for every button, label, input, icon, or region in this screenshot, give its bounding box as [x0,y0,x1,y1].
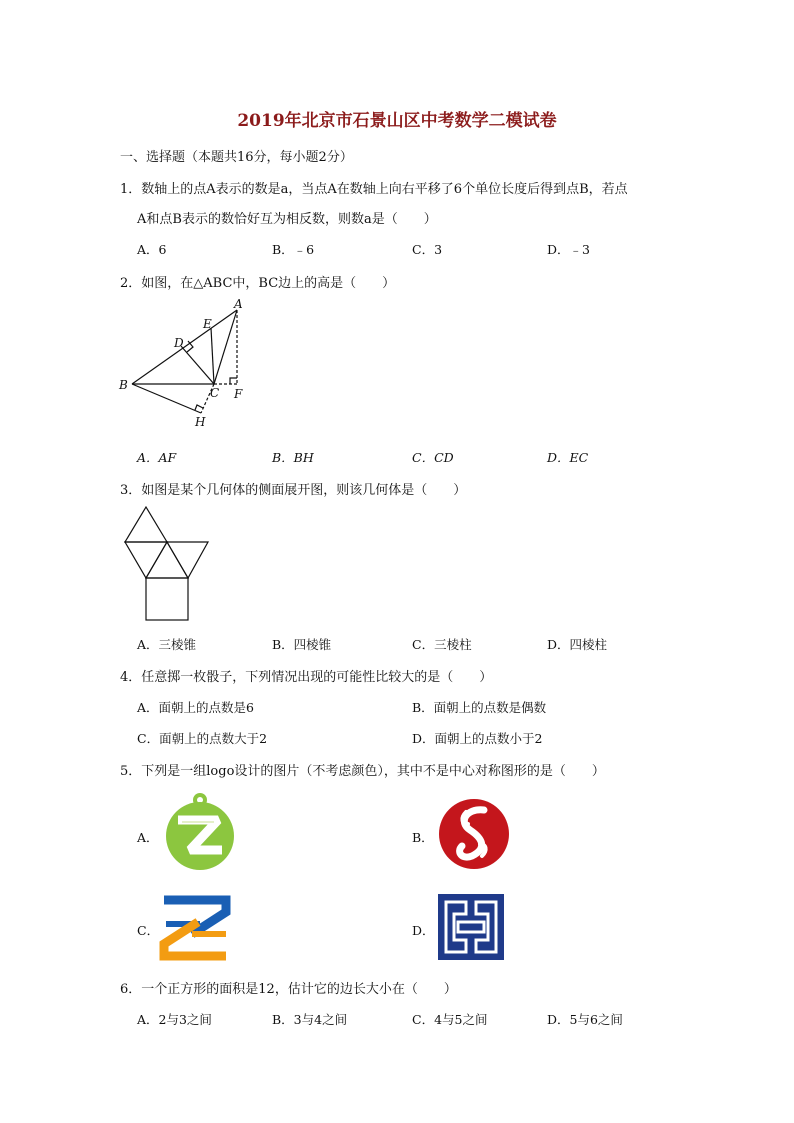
q5-option-a: A． [137,830,159,845]
q5-option-b: B． [412,830,434,845]
q1-option-d: D．﹣3 [547,242,590,257]
q3-stem: 3．如图是某个几何体的侧面展开图，则该几何体是（ ） [120,483,467,498]
q6-stem: 6．一个正方形的面积是12，估计它的边长大小在（ ） [120,982,457,997]
q4-option-d: D．面朝上的点数小于2 [412,731,543,746]
label-c: C [210,386,220,400]
q6-option-b: B．3与4之间 [272,1012,348,1027]
q4-option-a: A．面朝上的点数是6 [137,700,254,715]
q2-stem: 2．如图，在△ABC中，BC边上的高是（ ） [120,276,396,291]
section-heading: 一、选择题（本题共16分，每小题2分） [120,150,353,165]
logo-b-red-swirl [436,792,512,872]
q2-option-b: B．BH [272,450,314,465]
q6-option-c: C．4与5之间 [412,1012,488,1027]
q4-stem: 4．任意掷一枚骰子，下列情况出现的可能性比较大的是（ ） [120,670,493,685]
q3-option-a: A．三棱锥 [137,637,197,652]
label-f: F [234,387,243,401]
label-e: E [203,317,212,331]
q2-option-a: A．AF [137,450,177,465]
label-h: H [195,415,206,429]
triangle-figure [115,296,255,432]
logo-c-orange-blue [158,894,234,962]
label-a: A [234,297,243,311]
q1-option-a: A．6 [137,242,167,257]
q3-option-b: B．四棱锥 [272,637,332,652]
q3-option-d: D．四棱柱 [547,637,608,652]
q5-stem: 5．下列是一组logo设计的图片（不考虑颜色），其中不是中心对称图形的是（ ） [120,764,605,779]
q3-option-c: C．三棱柱 [412,637,472,652]
label-d: D [174,336,184,350]
q2-option-d: D．EC [547,450,589,465]
q6-option-d: D．5与6之间 [547,1012,623,1027]
q1-line1: 1．数轴上的点A表示的数是a，当点A在数轴上向右平移了6个单位长度后得到点B，若点 [120,182,628,197]
q1-option-b: B．﹣6 [272,242,315,257]
logo-d-blue-meander [436,892,506,962]
logo-a-green-z [160,792,240,872]
net-figure [120,502,215,624]
q1-option-c: C．3 [412,242,443,257]
q4-option-c: C．面朝上的点数大于2 [137,731,268,746]
q2-option-c: C．CD [412,450,454,465]
q5-option-c: C． [137,923,160,938]
q4-option-b: B．面朝上的点数是偶数 [412,700,547,715]
q5-option-d: D． [412,923,435,938]
label-b: B [119,378,128,392]
page-title: 2019年北京市石景山区中考数学二模试卷 [237,111,557,131]
q6-option-a: A．2与3之间 [137,1012,212,1027]
q1-line2: A和点B表示的数恰好互为相反数，则数a是（ ） [137,212,437,227]
